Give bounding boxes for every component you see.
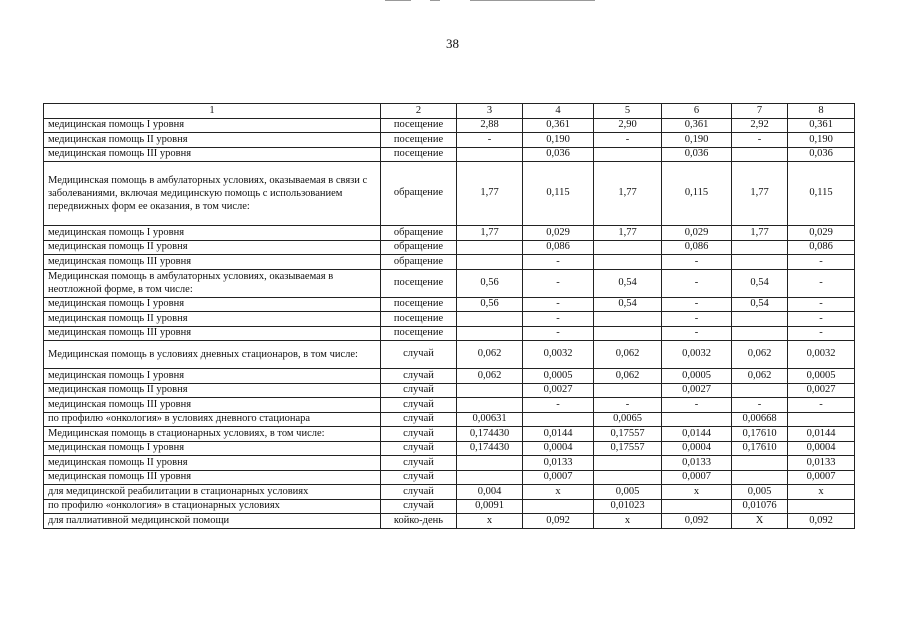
value-cell: 0,0133 [662, 456, 732, 471]
value-cell: 0,0144 [662, 427, 732, 442]
value-cell: - [523, 326, 594, 341]
value-cell: 0,361 [523, 118, 594, 133]
row-label: по профилю «онкология» в условиях дневного стационара [44, 412, 381, 427]
value-cell: Х [732, 514, 788, 529]
value-cell: 0,0032 [523, 341, 594, 369]
value-cell [523, 412, 594, 427]
unit-cell: посещение [381, 326, 457, 341]
value-cell [732, 147, 788, 162]
value-cell: 0,01076 [732, 499, 788, 514]
table-row [44, 427, 855, 442]
value-cell [594, 383, 662, 398]
table-row [44, 326, 855, 341]
value-cell: 0,0091 [457, 499, 523, 514]
value-cell: х [788, 485, 855, 500]
value-cell: 0,115 [662, 162, 732, 226]
column-header: 4 [523, 104, 594, 119]
unit-cell: случай [381, 485, 457, 500]
value-cell: 0,0032 [788, 341, 855, 369]
value-cell: 0,0065 [594, 412, 662, 427]
row-label: Медицинская помощь в стационарных условиях, в том числе: [44, 427, 381, 442]
table-row [44, 383, 855, 398]
value-cell [788, 412, 855, 427]
table-row [44, 133, 855, 148]
value-cell: 0,0032 [662, 341, 732, 369]
value-cell: 0,062 [594, 341, 662, 369]
row-label: медицинская помощь II уровня [44, 312, 381, 327]
scan-artifact-line [385, 0, 411, 1]
table-row [44, 499, 855, 514]
value-cell: 0,029 [523, 226, 594, 241]
unit-cell: койко-день [381, 514, 457, 529]
value-cell: 0,01023 [594, 499, 662, 514]
column-header: 6 [662, 104, 732, 119]
value-cell: - [732, 398, 788, 413]
value-cell: 0,0005 [523, 369, 594, 384]
column-header: 1 [44, 104, 381, 119]
unit-cell: посещение [381, 133, 457, 148]
row-label: по профилю «онкология» в стационарных условиях [44, 499, 381, 514]
value-cell: х [594, 514, 662, 529]
value-cell [732, 326, 788, 341]
column-header: 7 [732, 104, 788, 119]
value-cell: 0,092 [662, 514, 732, 529]
value-cell: 0,0027 [662, 383, 732, 398]
value-cell: 0,029 [788, 226, 855, 241]
value-cell: - [523, 297, 594, 312]
value-cell: 1,77 [594, 226, 662, 241]
value-cell: - [523, 269, 594, 297]
table-row [44, 255, 855, 270]
value-cell: 0,086 [788, 240, 855, 255]
row-label: медицинская помощь I уровня [44, 441, 381, 456]
value-cell: 0,005 [594, 485, 662, 500]
table-row [44, 514, 855, 529]
row-label: медицинская помощь II уровня [44, 240, 381, 255]
value-cell: х [662, 485, 732, 500]
unit-cell: обращение [381, 240, 457, 255]
value-cell: - [788, 398, 855, 413]
value-cell: 0,036 [662, 147, 732, 162]
value-cell [662, 412, 732, 427]
unit-cell: случай [381, 427, 457, 442]
value-cell: 0,0133 [788, 456, 855, 471]
value-cell: 0,115 [523, 162, 594, 226]
unit-cell: обращение [381, 226, 457, 241]
value-cell: 0,174430 [457, 427, 523, 442]
value-cell: - [788, 312, 855, 327]
column-header: 5 [594, 104, 662, 119]
table-row [44, 441, 855, 456]
value-cell: - [732, 133, 788, 148]
value-cell: 0,092 [523, 514, 594, 529]
value-cell [732, 240, 788, 255]
unit-cell: посещение [381, 147, 457, 162]
value-cell: 0,0005 [662, 369, 732, 384]
value-cell: 0,004 [457, 485, 523, 500]
table-row [44, 240, 855, 255]
value-cell: 1,77 [732, 162, 788, 226]
value-cell: 0,17610 [732, 427, 788, 442]
value-cell: 0,56 [457, 297, 523, 312]
unit-cell: случай [381, 398, 457, 413]
value-cell [594, 470, 662, 485]
row-label: медицинская помощь III уровня [44, 326, 381, 341]
unit-cell: случай [381, 499, 457, 514]
value-cell: - [662, 312, 732, 327]
value-cell: 0,17557 [594, 427, 662, 442]
value-cell [457, 470, 523, 485]
value-cell: 0,0004 [662, 441, 732, 456]
value-cell: 0,54 [732, 297, 788, 312]
row-label: медицинская помощь I уровня [44, 297, 381, 312]
row-label: медицинская помощь I уровня [44, 369, 381, 384]
value-cell: 0,190 [788, 133, 855, 148]
value-cell: 0,361 [662, 118, 732, 133]
unit-cell: обращение [381, 162, 457, 226]
unit-cell: случай [381, 341, 457, 369]
value-cell: 0,0027 [788, 383, 855, 398]
column-header: 8 [788, 104, 855, 119]
value-cell [732, 470, 788, 485]
value-cell: 0,190 [662, 133, 732, 148]
value-cell: х [523, 485, 594, 500]
value-cell: 0,0007 [788, 470, 855, 485]
value-cell: 0,062 [594, 369, 662, 384]
value-cell [732, 456, 788, 471]
value-cell: 0,361 [788, 118, 855, 133]
value-cell: 0,0004 [523, 441, 594, 456]
value-cell: 0,190 [523, 133, 594, 148]
row-label: медицинская помощь II уровня [44, 456, 381, 471]
unit-cell: посещение [381, 297, 457, 312]
value-cell: 0,0007 [523, 470, 594, 485]
value-cell: 1,77 [457, 162, 523, 226]
value-cell: - [788, 269, 855, 297]
value-cell: 0,00668 [732, 412, 788, 427]
value-cell: 2,92 [732, 118, 788, 133]
scan-artifact-line [470, 0, 595, 1]
value-cell: 0,062 [457, 341, 523, 369]
value-cell: - [662, 297, 732, 312]
value-cell [523, 499, 594, 514]
table-row [44, 226, 855, 241]
header-row [44, 104, 855, 119]
value-cell: 0,062 [732, 369, 788, 384]
value-cell [662, 499, 732, 514]
table-row [44, 369, 855, 384]
row-label: медицинская помощь III уровня [44, 470, 381, 485]
table-row [44, 147, 855, 162]
row-label: для паллиативной медицинской помощи [44, 514, 381, 529]
value-cell: 0,086 [523, 240, 594, 255]
value-cell: 0,174430 [457, 441, 523, 456]
table-row [44, 297, 855, 312]
value-cell: х [457, 514, 523, 529]
value-cell: 0,115 [788, 162, 855, 226]
value-cell: 1,77 [594, 162, 662, 226]
value-cell [732, 383, 788, 398]
value-cell [457, 255, 523, 270]
value-cell: 0,062 [732, 341, 788, 369]
row-label: Медицинская помощь в амбулаторных условиях, оказываемая в связи с заболеваниями, включая медицинскую помощь с использованием передвижных форм ее оказания, в том числе: [44, 162, 381, 226]
table-row [44, 312, 855, 327]
data-table [43, 103, 855, 529]
page-number: 38 [446, 36, 459, 51]
value-cell [594, 255, 662, 270]
unit-cell: случай [381, 456, 457, 471]
value-cell [788, 499, 855, 514]
row-label: Медицинская помощь в условиях дневных стационаров, в том числе: [44, 341, 381, 369]
value-cell [457, 326, 523, 341]
value-cell [732, 255, 788, 270]
value-cell: 0,0004 [788, 441, 855, 456]
unit-cell: случай [381, 470, 457, 485]
value-cell: 0,029 [662, 226, 732, 241]
table-row [44, 269, 855, 297]
row-label: Медицинская помощь в амбулаторных условиях, оказываемая в неотложной форме, в том числе: [44, 269, 381, 297]
value-cell: 0,005 [732, 485, 788, 500]
row-label: медицинская помощь III уровня [44, 398, 381, 413]
value-cell: - [662, 398, 732, 413]
unit-cell: посещение [381, 269, 457, 297]
unit-cell: случай [381, 412, 457, 427]
value-cell [457, 240, 523, 255]
table-row [44, 470, 855, 485]
value-cell: 1,77 [732, 226, 788, 241]
value-cell [594, 326, 662, 341]
value-cell: - [523, 255, 594, 270]
value-cell: 0,036 [523, 147, 594, 162]
value-cell: - [788, 297, 855, 312]
scan-artifact-line [430, 0, 440, 1]
value-cell: 0,54 [732, 269, 788, 297]
table-row [44, 162, 855, 226]
value-cell [457, 398, 523, 413]
value-cell: - [662, 326, 732, 341]
value-cell: 0,56 [457, 269, 523, 297]
value-cell: 0,00631 [457, 412, 523, 427]
value-cell: - [662, 255, 732, 270]
value-cell [457, 312, 523, 327]
value-cell: 0,0007 [662, 470, 732, 485]
table-row [44, 118, 855, 133]
row-label: медицинская помощь III уровня [44, 147, 381, 162]
value-cell [594, 312, 662, 327]
column-header: 3 [457, 104, 523, 119]
value-cell: 0,0144 [523, 427, 594, 442]
table-row [44, 341, 855, 369]
value-cell: - [523, 398, 594, 413]
value-cell: 0,0144 [788, 427, 855, 442]
value-cell: 0,17557 [594, 441, 662, 456]
value-cell [594, 456, 662, 471]
value-cell [457, 383, 523, 398]
value-cell: 0,17610 [732, 441, 788, 456]
row-label: медицинская помощь I уровня [44, 226, 381, 241]
row-label: медицинская помощь II уровня [44, 133, 381, 148]
unit-cell: случай [381, 441, 457, 456]
value-cell [732, 312, 788, 327]
table-row [44, 412, 855, 427]
value-cell: 0,54 [594, 269, 662, 297]
unit-cell: случай [381, 383, 457, 398]
row-label: для медицинской реабилитации в стационарных условиях [44, 485, 381, 500]
value-cell: - [457, 133, 523, 148]
table-row [44, 456, 855, 471]
value-cell: - [594, 133, 662, 148]
table-row [44, 485, 855, 500]
value-cell: - [788, 326, 855, 341]
value-cell: 0,036 [788, 147, 855, 162]
value-cell: 0,086 [662, 240, 732, 255]
unit-cell: посещение [381, 312, 457, 327]
value-cell: - [594, 398, 662, 413]
value-cell: 0,0133 [523, 456, 594, 471]
value-cell [457, 456, 523, 471]
value-cell: 0,0027 [523, 383, 594, 398]
value-cell: - [788, 255, 855, 270]
unit-cell: посещение [381, 118, 457, 133]
table-row [44, 398, 855, 413]
value-cell: 2,90 [594, 118, 662, 133]
value-cell: 0,062 [457, 369, 523, 384]
value-cell: 0,54 [594, 297, 662, 312]
row-label: медицинская помощь II уровня [44, 383, 381, 398]
row-label: медицинская помощь I уровня [44, 118, 381, 133]
value-cell: - [662, 269, 732, 297]
value-cell: - [523, 312, 594, 327]
column-header: 2 [381, 104, 457, 119]
unit-cell: обращение [381, 255, 457, 270]
value-cell: 0,0005 [788, 369, 855, 384]
value-cell: 2,88 [457, 118, 523, 133]
unit-cell: случай [381, 369, 457, 384]
value-cell: 0,092 [788, 514, 855, 529]
value-cell [594, 147, 662, 162]
value-cell [457, 147, 523, 162]
value-cell [594, 240, 662, 255]
value-cell: 1,77 [457, 226, 523, 241]
row-label: медицинская помощь III уровня [44, 255, 381, 270]
